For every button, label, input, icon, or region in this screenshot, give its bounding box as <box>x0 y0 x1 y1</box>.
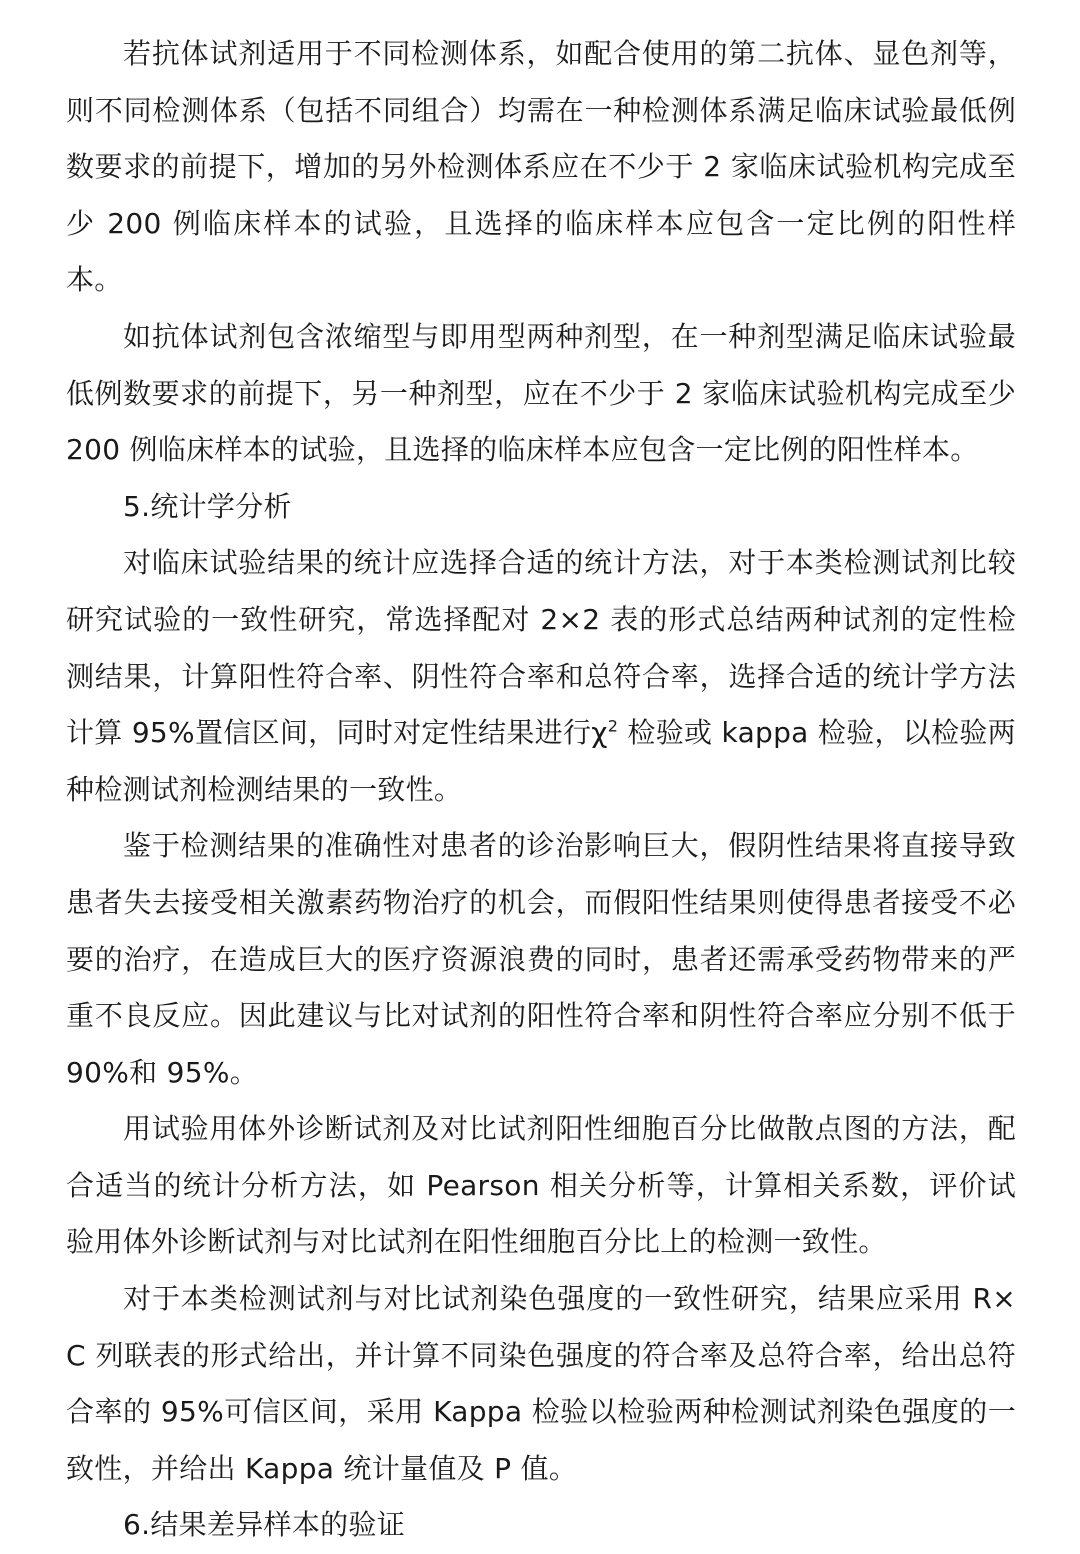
document-page <box>66 26 1016 1554</box>
paragraph-accuracy-impact: 鉴于检测结果的准确性对患者的诊治影响巨大，假阴性结果将直接导致患者失去接受相关激素药物治疗的机会，而假阳性结果则使得患者接受不必要的治疗，在造成巨大的医疗资源浪费的同时，患者还需承受药物带来的严重不良反应。因此建议与比对试剂的阳性符合率和阴性符合率应分别不低于 90%和 95%。 <box>66 829 1016 1089</box>
paragraph-scatter-plot: 用试验用体外诊断试剂及对比试剂阳性细胞百分比做散点图的方法，配合适当的统计分析方法，如 Pearson 相关分析等，计算相关系数，评价试验用体外诊断试剂与对比试剂在阳性细胞百分比上的检测一致性。 <box>66 1112 1016 1259</box>
paragraph-statistical-methods <box>66 535 1016 818</box>
paragraph-staining-intensity: 对于本类检测试剂与对比试剂染色强度的一致性研究，结果应采用 R×C 列联表的形式给出，并计算不同染色强度的符合率及总符合率，给出总符合率的 95%可信区间，采用 Kappa 检验以检验两种检测试剂染色强度的一致性，并给出 Kappa 统计量值及 P 值。 <box>66 1282 1016 1485</box>
section-heading-discrepant-samples: 6.结果差异样本的验证 <box>123 1508 406 1542</box>
chi-text-after: 检验或 kappa 检验，以检验两种检测试剂检测结果的一致性。 <box>66 716 1016 806</box>
paragraph-dosage-forms: 如抗体试剂包含浓缩型与即用型两种剂型，在一种剂型满足临床试验最低例数要求的前提下，另一种剂型，应在不少于 2 家临床试验机构完成至少 200 例临床样本的试验，且选择的临床样本应包含一定比例的阳性样本。 <box>66 319 1016 467</box>
section-heading-statistical-analysis: 5.统计学分析 <box>123 489 292 523</box>
chi-superscript: 2 <box>607 716 619 736</box>
paragraph-antibody-detection-systems: 若抗体试剂适用于不同检测体系，如配合使用的第二抗体、显色剂等，则不同检测体系（包括不同组合）均需在一种检测体系满足临床试验最低例数要求的前提下，增加的另外检测体系应在不少于 2 家临床试验机构完成至少 200 例临床样本的试验，且选择的临床样本应包含一定比例的阳性样本。 <box>66 37 1016 297</box>
chi-text-before: 对临床试验结果的统计应选择合适的统计方法，对于本类检测试剂比较研究试验的一致性研究，常选择配对 2×2 表的形式总结两种试剂的定性检测结果，计算阳性符合率、阴性符合率和总符合率，选择合适的统计学方法计算 95%置信区间，同时对定性结果进行χ <box>66 546 1016 750</box>
